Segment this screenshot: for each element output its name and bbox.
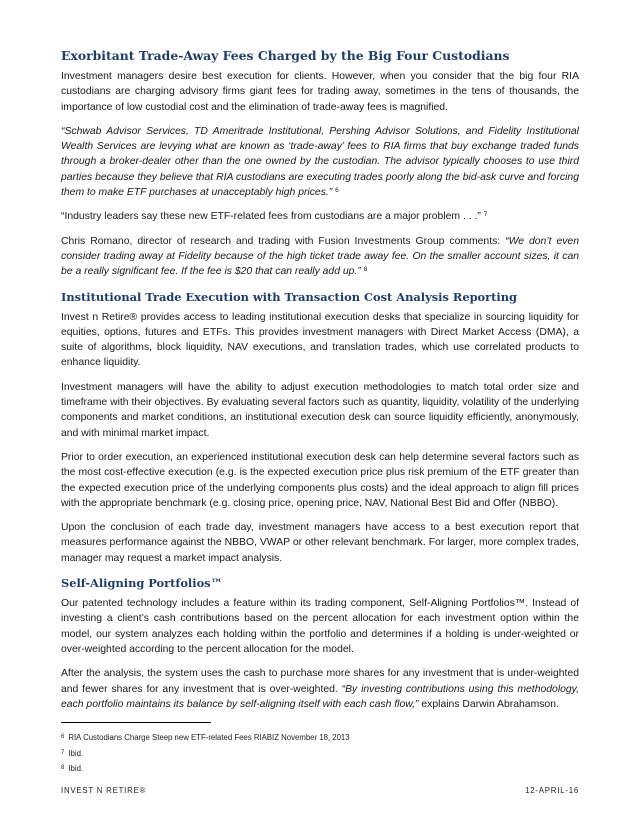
footnote-number: 8 bbox=[61, 765, 65, 771]
paragraph-lead: Chris Romano, director of research and trading with Fusion Investments Group comments: bbox=[61, 235, 506, 247]
footnote bbox=[61, 730, 579, 746]
footnote-ref: 7 bbox=[483, 211, 488, 219]
quote-text: “By investing contributions using this methodology, each portfolio maintains its balance by self-aligning itself with each cash flow,” bbox=[61, 683, 579, 710]
quote-text: “Schwab Advisor Services, TD Ameritrade Institutional, Pershing Advisor Solutions, and Fidelity Institutional Wealth Services are levying what are known as ‘trade-away’ fees to RIA firms that buy exchange traded funds through a broker-dealer other than the one owned by the custodian. The advisor typically chooses to use third parties because they believe that RIA custodians are executing trades poorly along the bid-ask curve and forcing them to make ETF purchases at unacceptably high prices.” bbox=[61, 125, 579, 199]
footnote-text: Ibid. bbox=[68, 748, 84, 758]
paragraph-lead: After the analysis, the system uses the cash to purchase more shares for any investment that is under-weighted and fewer shares for any investment that is over-weighted. bbox=[61, 668, 579, 695]
footnote-ref: 8 bbox=[363, 266, 368, 274]
footnote-text: RIA Custodians Charge Steep new ETF-related Fees RIABIZ November 18, 2013 bbox=[68, 733, 350, 742]
quote-text: “We don’t even consider trading away at Fidelity because of the high ticket trade away fee. On the smaller account sizes, it can be a really significant fee. If the fee is $20 that can really add up.” bbox=[61, 235, 579, 278]
footnote bbox=[61, 761, 579, 777]
section-heading-self-aligning-portfolios: Self-Aligning Portfolios™ bbox=[61, 576, 222, 591]
page-footer bbox=[61, 786, 579, 795]
footnote-divider bbox=[61, 722, 211, 723]
footnote-text: Ibid. bbox=[68, 764, 84, 773]
footnote-number: 7 bbox=[61, 749, 65, 756]
paragraph bbox=[61, 666, 579, 712]
page-content bbox=[61, 48, 579, 721]
paragraph: Upon the conclusion of each trade day, investment managers have access to a best execution report that measures performance against the NBBO, VWAP or other relevant benchmark. For larger, more complex trades, manager may request a market impact analysis. bbox=[61, 522, 579, 564]
footer-date: 12-APRIL-16 bbox=[525, 786, 579, 795]
section-heading-trade-away-fees: Exorbitant Trade-Away Fees Charged by the Big Four Custodians bbox=[61, 48, 510, 63]
section-heading-trade-execution: Institutional Trade Execution with Transaction Cost Analysis Reporting bbox=[61, 289, 517, 304]
footnote-ref: 6 bbox=[335, 187, 339, 195]
paragraph bbox=[61, 209, 579, 224]
paragraph-tail: explains Darwin Abrahamson. bbox=[418, 698, 559, 710]
footnote bbox=[61, 746, 579, 762]
footer-brand: INVEST N RETIRE® bbox=[61, 786, 147, 795]
footnotes bbox=[61, 730, 579, 777]
paragraph-text: “Industry leaders say these new ETF-related fees from custodians are a major problem . . .” bbox=[61, 211, 481, 223]
quote-paragraph bbox=[61, 124, 579, 200]
paragraph: Prior to order execution, an experienced institutional execution desk can help determine several factors such as the most cost-effective execution (e.g. is the expected execution price plus risk premium of the ETF greater than the expected execution price of the underlying components plus costs) and the ideal approach to align fill prices with the appropriate benchmark (e.g. closing price, opening price, NAV, National Best Bid and Offer (NBBO). bbox=[61, 451, 579, 509]
paragraph: Investment managers will have the ability to adjust execution methodologies to match total order size and timeframe with their objectives. By evaluating several factors such as quantity, liquidity, volatility of the underlying components and market conditions, an institutional execution desk can source liquidity efficiently, anonymously, and with minimal market impact. bbox=[61, 381, 579, 439]
paragraph: Our patented technology includes a feature within its trading component, Self-Aligning Portfolios™. Instead of investing a client’s cash contributions based on the percent allocation for each investment option within the model, our system analyzes each holding within the portfolio and determines if a holding is under-weighted or over-weighted according to the percent allocation for the model. bbox=[61, 598, 579, 655]
paragraph bbox=[61, 234, 579, 280]
paragraph: Invest n Retire® provides access to leading institutional execution desks that specialize in sourcing liquidity for equities, options, futures and ETFs. This provides investment managers with Direct Market Access (DMA), a suite of algorithms, block liquidity, NAV executions, and translation trades, which use correlated products to enhance liquidity. bbox=[61, 311, 579, 369]
paragraph: Investment managers desire best execution for clients. However, when you consider that the big four RIA custodians are charging advisory firms giant fees for trading away, sometimes in the tens of thousands, the importance of low custodial cost and the elimination of trade-away fees is magnified. bbox=[61, 71, 579, 113]
footnote-number: 6 bbox=[61, 734, 65, 740]
